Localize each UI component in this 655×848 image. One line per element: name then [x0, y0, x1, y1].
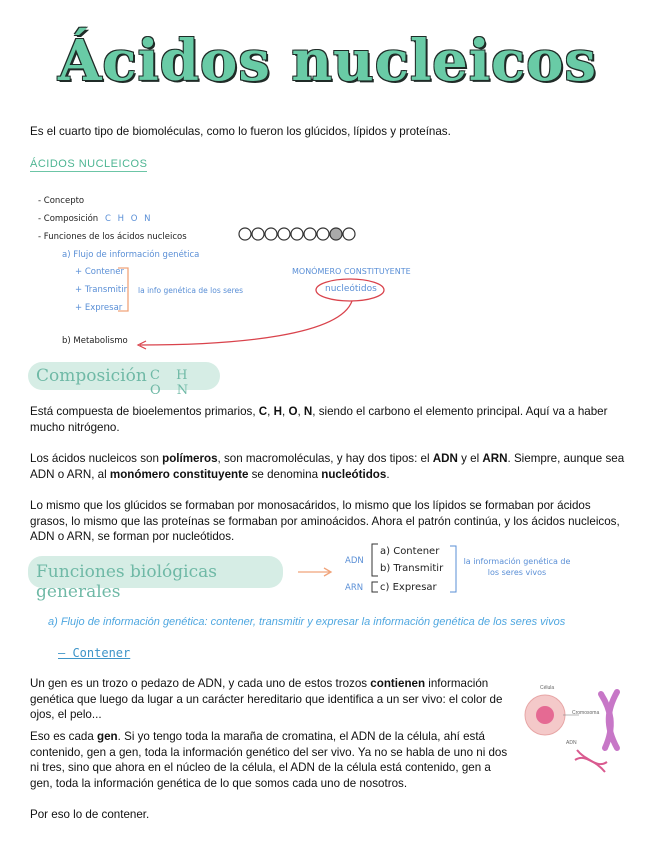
figure-label-chromosome: Cromosoma — [572, 710, 600, 716]
monomer-value: nucleótidos — [325, 284, 377, 294]
figure-label-cell: Célula — [540, 685, 555, 691]
functions-subtitle: a) Flujo de información genética: contener, transmitir y expresar la información genética de los seres vivos — [48, 616, 566, 628]
contener-paragraph-2: Eso es cada gen. Si yo tengo toda la maraña de cromatina, el ADN de la célula, ahí está contenido, gen a gen, toda la información genético del ser vivo. Ya no se habla de uno ni dos ni tres, sino que ahora en el núcleo de la célula, el ADN de la célula está contenido, gen a gen, toda la información genética de lo que somos cada uno de nosotros. — [30, 730, 508, 790]
section-funciones-title: Funciones biológicas generales — [36, 562, 217, 602]
outline-sub-b: b) Metabolismo — [62, 336, 128, 346]
figure-label-dna: ADN — [566, 740, 577, 746]
composition-paragraph-2: Los ácidos nucleicos son polímeros, son macromoléculas, y hay dos tipos: el ADN y el ARN. Siempre, aunque sea ADN o ARN, al monómero constituyente se denomina nucleótidos. — [30, 452, 625, 481]
outline-sub-a: a) Flujo de información genética — [62, 250, 200, 260]
outline-item-funciones: - Funciones de los ácidos nucleicos — [38, 232, 187, 242]
contener-heading: – Contener — [58, 646, 131, 660]
nucleus-icon — [536, 706, 554, 724]
functions-item-transmitir: b) Transmitir — [380, 563, 444, 574]
nucleotide-chain — [239, 228, 355, 240]
orange-brace — [118, 268, 128, 311]
outline-heading: ÁCIDOS NUCLEICOS — [30, 158, 148, 170]
outline-fn-contener: + Contener — [75, 267, 125, 277]
outline-sketch — [0, 0, 655, 360]
intro-text: Es el cuarto tipo de biomoléculas, como lo fueron los glúcidos, lípidos y proteínas. — [30, 125, 451, 138]
functions-arn: ARN — [345, 583, 364, 593]
section-composicion — [28, 362, 220, 398]
functions-adn: ADN — [345, 556, 364, 566]
composition-paragraph-1: Está compuesta de bioelementos primarios, C, H, O, N, siendo el carbono el elemento principal. Aquí va a haber mucho nitrógeno. — [30, 405, 608, 434]
section-funciones — [28, 556, 283, 602]
contener-paragraph-3: Por eso lo de contener. — [30, 808, 150, 821]
monomer-label: MONÓMERO CONSTITUYENTE — [292, 267, 411, 276]
outline-composition-letters: C H O N — [105, 214, 153, 224]
outline-item-composicion: - Composición — [38, 214, 99, 224]
functions-item-contener: a) Contener — [380, 546, 440, 557]
outline-brace-note: la info genética de los seres — [138, 286, 244, 295]
section-composicion-letters: C H O N — [150, 368, 195, 398]
page-title: Ácidos nucleicos — [57, 28, 598, 94]
contener-paragraph-1: Un gen es un trozo o pedazo de ADN, y cada uno de estos trozos contienen información genética que luego da lugar a un carácter hereditario que identifica a un ser vivo: el color de ojos, el pelo... — [30, 677, 503, 721]
functions-note: la información genética de los seres vivos — [463, 557, 571, 577]
composition-paragraph-3: Lo mismo que los glúcidos se formaban por monosacáridos, lo mismo que los lípidos se formaban por ácidos grasos, lo mismo que las proteínas se formaban por aminoácidos. Ahora el patrón continúa, y los ácidos nucleicos, ADN o ARN, se forman por nucleótidos. — [30, 499, 620, 543]
red-arrow — [140, 301, 352, 345]
outline-item-concepto: - Concepto — [38, 196, 85, 206]
outline-fn-expresar: + Expresar — [75, 303, 123, 313]
section-composicion-title: Composición — [36, 366, 147, 386]
outline-fn-transmitir: + Transmitir — [75, 285, 128, 295]
functions-item-expresar: c) Expresar — [380, 582, 437, 593]
cell-chromosome-figure — [515, 682, 635, 777]
